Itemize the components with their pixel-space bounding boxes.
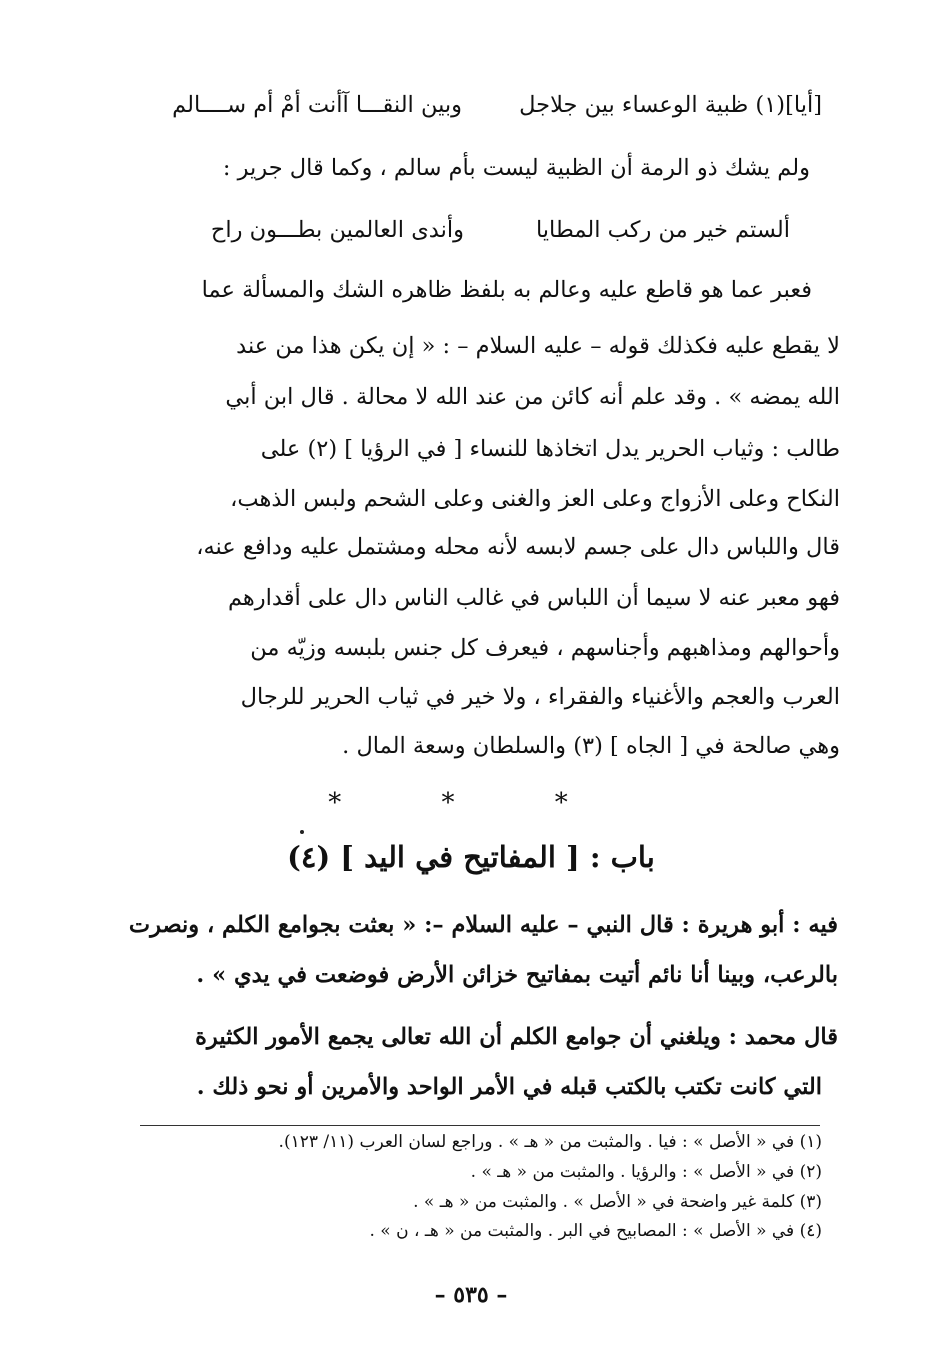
footnote-divider bbox=[140, 1125, 820, 1126]
hadith-line: بالرعب، وبينا أنا نائم أتيت بمفاتيح خزائن الأرض فوضعت في يدي » . bbox=[196, 962, 838, 988]
footnote: (٢) في « الأصل » : والرؤيا . والمثبت من « هـ » . bbox=[470, 1162, 822, 1182]
body-line: وهي صالحة في [ الجاه ] (٣) والسلطان وسعة المال . bbox=[342, 733, 840, 759]
body-line: وأحوالهم ومذاهبهم وأجناسهم ، فيعرف كل جنس بلبسه وزيّه من bbox=[250, 635, 840, 661]
verse-1-first-hemistich: [أيا](١) ظبية الوعساء بين جلاجل bbox=[519, 92, 822, 118]
commentary-line: التي كانت تكتب بالكتب قبله في الأمر الواحد والأمرين أو نحو ذلك . bbox=[196, 1074, 822, 1100]
verse-1-second-hemistich: وبين النقـــا آأنت أمْ أم ســــالم bbox=[172, 92, 462, 118]
body-line: فهو معبر عنه لا سيما أن اللباس في غالب الناس دال على أقدارهم bbox=[227, 585, 840, 611]
body-line: قال واللباس دال على جسم لابسه لأنه محله ومشتمل عليه ودافع عنه، bbox=[196, 534, 840, 560]
body-line: طالب : وثياب الحرير يدل اتخاذها للنساء [ في الرؤيا ] (٢) على bbox=[260, 436, 840, 462]
chapter-heading: باب : [ المفاتيح في اليد ] (٤) bbox=[287, 840, 655, 874]
footnote: (٤) في « الأصل » : المصابيح في البر . والمثبت من « هـ ، ن » . bbox=[369, 1221, 822, 1241]
ink-dot bbox=[300, 830, 304, 834]
commentary-line: قال محمد : ويلغني أن جوامع الكلم أن الله تعالى يجمع الأمور الكثيرة bbox=[195, 1024, 838, 1050]
body-line: لا يقطع عليه فكذلك قوله – عليه السلام – : « إن يكن هذا من عند bbox=[236, 333, 840, 359]
footnote: (١) في « الأصل » : فيا . والمثبت من « هـ » . وراجع لسان العرب (١١/ ١٢٣). bbox=[278, 1132, 822, 1152]
body-line: ولم يشك ذو الرمة أن الظبية ليست بأم سالم ، وكما قال جرير : bbox=[222, 155, 810, 181]
verse-2-first-hemistich: ألستم خير من ركب المطايا bbox=[535, 217, 790, 243]
hadith-line: فيه : أبو هريرة : قال النبي – عليه السلام –: « بعثت بجوامع الكلم ، ونصرت bbox=[128, 912, 838, 938]
verse-2-second-hemistich: وأندى العالمين بطـــون راح bbox=[210, 217, 464, 243]
body-line: النكاح وعلى الأزواج وعلى العز والغنى وعلى الشحم ولبس الذهب، bbox=[230, 486, 840, 512]
body-line: العرب والعجم والأغنياء والفقراء ، ولا خير في ثياب الحرير للرجال bbox=[240, 684, 840, 710]
footnote: (٣) كلمة غير واضحة في « الأصل » . والمثبت من « هـ » . bbox=[413, 1192, 822, 1212]
body-line: فعبر عما هو قاطع عليه وعالم به بلفظ ظاهره الشك والمسألة عما bbox=[201, 277, 812, 303]
section-separator: * * * bbox=[328, 788, 614, 818]
body-line: الله يمضه » . وقد علم أنه كائن من عند الله لا محالة . قال ابن أبي bbox=[225, 384, 840, 410]
page-number: – ٥٣٥ – bbox=[434, 1282, 508, 1308]
